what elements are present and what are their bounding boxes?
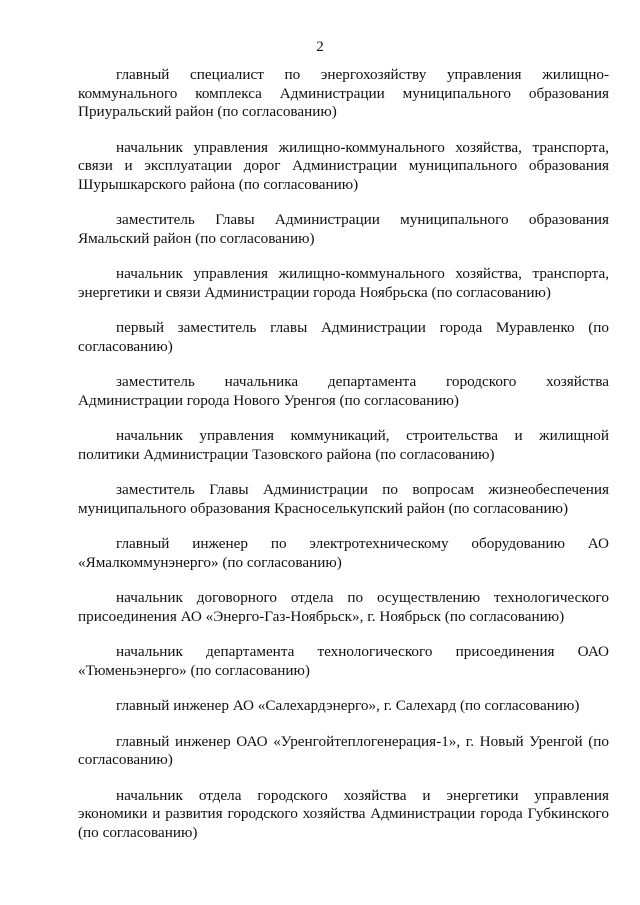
list-item: начальник управления коммуникаций, строительства и жилищной политики Администрации Тазовского района (по согласованию) [78,427,609,463]
list-item: заместитель Главы Администрации по вопросам жизнеобеспечения муниципального образования Красноселькупский район (по согласованию) [78,481,609,517]
list-item: главный инженер ОАО «Уренгойтеплогенерация-1», г. Новый Уренгой (по согласованию) [78,732,609,768]
participant-list [78,66,609,859]
list-item: начальник управления жилищно-коммунального хозяйства, транспорта, связи и эксплуатации дорог Администрации муниципального образования Шурышкарского района (по согласованию) [78,138,609,193]
list-item: начальник департамента технологического присоединения ОАО «Тюменьэнерго» (по согласованию) [78,643,609,679]
list-item: первый заместитель главы Администрации города Муравленко (по согласованию) [78,319,609,355]
list-item: начальник договорного отдела по осуществлению технологического присоединения АО «Энерго-Газ-Ноябрьск», г. Ноябрьск (по согласованию) [78,589,609,625]
list-item: заместитель начальника департамента городского хозяйства Администрации города Нового Уренгоя (по согласованию) [78,373,609,409]
list-item: главный инженер АО «Салехардэнерго», г. Салехард (по согласованию) [116,697,580,714]
list-item: заместитель Главы Администрации муниципального образования Ямальский район (по согласованию) [78,211,609,247]
list-item: главный специалист по энергохозяйству управления жилищно-коммунального комплекса Администрации муниципального образования Приуральский район (по согласованию) [78,66,609,120]
list-item: начальник управления жилищно-коммунального хозяйства, транспорта, энергетики и связи Администрации города Ноябрьска (по согласованию) [78,265,609,301]
list-item: начальник отдела городского хозяйства и энергетики управления экономики и развития городского хозяйства Администрации города Губкинского (по согласованию) [78,786,609,841]
page-number: 2 [316,39,324,55]
list-item: главный инженер по электротехническому оборудованию АО «Ямалкоммунэнерго» (по согласованию) [78,535,609,571]
